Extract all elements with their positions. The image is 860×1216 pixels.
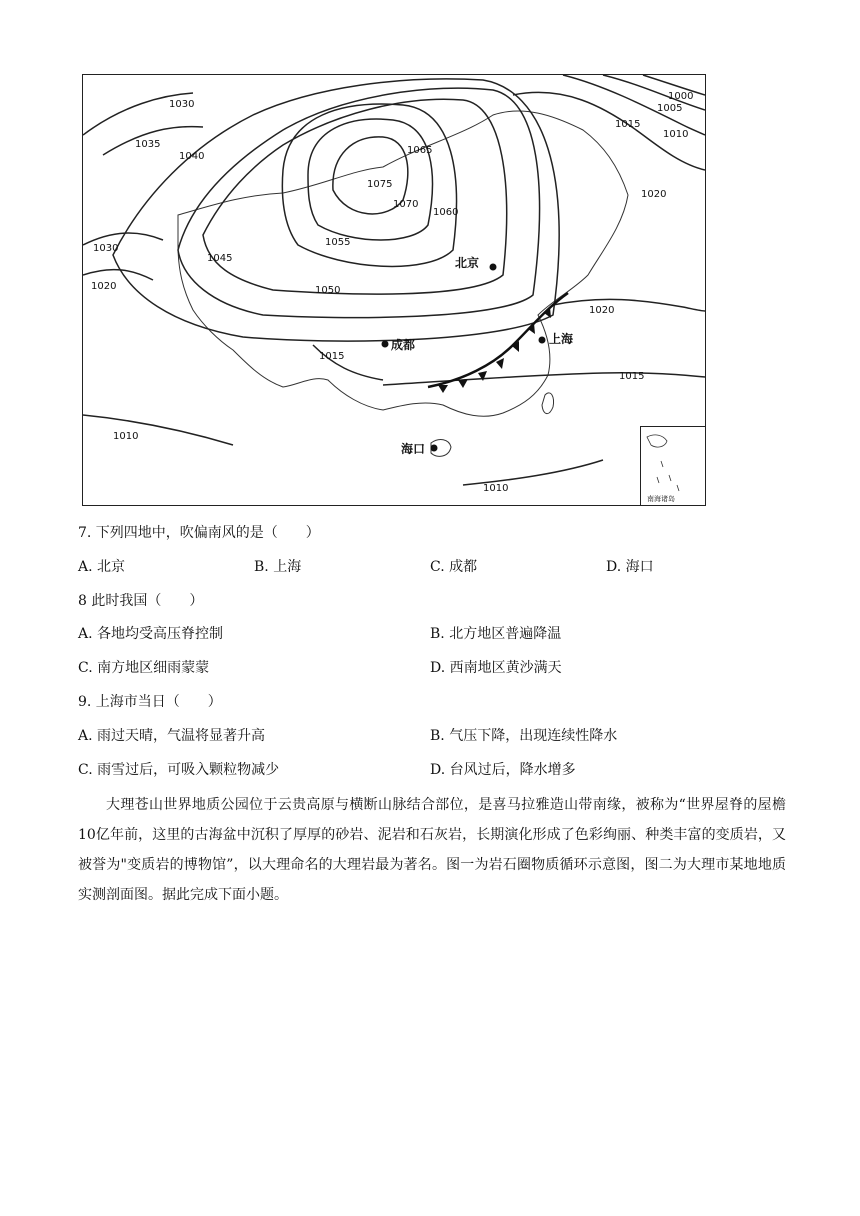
svg-text:1075: 1075 bbox=[367, 179, 393, 190]
haikou-dot bbox=[431, 445, 438, 452]
weather-map bbox=[82, 74, 706, 506]
question-9-option-a: A. 雨过天晴，气温将显著升高 bbox=[78, 728, 266, 744]
question-9-option-b: B. 气压下降，出现连续性降水 bbox=[430, 728, 618, 744]
question-7-option-a: A. 北京 bbox=[78, 559, 126, 575]
svg-text:1005: 1005 bbox=[657, 103, 683, 114]
question-8-option-a: A. 各地均受高压脊控制 bbox=[78, 626, 224, 642]
chengdu-dot bbox=[382, 341, 389, 348]
svg-text:1010: 1010 bbox=[663, 129, 689, 140]
question-7-option-d: D. 海口 bbox=[606, 559, 654, 575]
svg-text:1030: 1030 bbox=[169, 99, 195, 110]
question-7-option-b: B. 上海 bbox=[254, 559, 302, 575]
city-shanghai: 上海 bbox=[549, 332, 574, 346]
svg-text:1055: 1055 bbox=[325, 237, 351, 248]
city-chengdu: 成都 bbox=[391, 338, 416, 352]
question-7-stem: 7. 下列四地中，吹偏南风的是（ ） bbox=[78, 525, 320, 541]
svg-text:1050: 1050 bbox=[315, 285, 341, 296]
svg-text:1045: 1045 bbox=[207, 253, 233, 264]
svg-text:1015: 1015 bbox=[615, 119, 641, 130]
isobar-map-drawing bbox=[83, 75, 705, 505]
shanghai-dot bbox=[539, 337, 546, 344]
svg-text:1010: 1010 bbox=[113, 431, 139, 442]
question-9-stem: 9. 上海市当日（ ） bbox=[78, 694, 222, 710]
question-8-option-c: C. 南方地区细雨蒙蒙 bbox=[78, 660, 210, 676]
svg-text:1065: 1065 bbox=[407, 145, 433, 156]
city-haikou: 海口 bbox=[401, 442, 426, 456]
svg-text:1060: 1060 bbox=[433, 207, 459, 218]
taiwan-island bbox=[542, 393, 554, 414]
svg-text:1010: 1010 bbox=[483, 483, 509, 494]
question-9-option-c: C. 雨雪过后，可吸入颗粒物减少 bbox=[78, 762, 280, 778]
south-china-sea-inset bbox=[640, 426, 705, 505]
inset-label: 南海诸岛 bbox=[647, 495, 675, 503]
question-8-stem: 8 此时我国（ ） bbox=[78, 593, 204, 609]
svg-text:1015: 1015 bbox=[319, 351, 345, 362]
beijing-dot bbox=[490, 264, 497, 271]
svg-text:1020: 1020 bbox=[91, 281, 117, 292]
question-9-option-d: D. 台风过后，降水增多 bbox=[430, 762, 576, 778]
svg-text:1070: 1070 bbox=[393, 199, 419, 210]
reading-passage: 大理苍山世界地质公园位于云贵高原与横断山脉结合部位，是喜马拉雅造山带南缘，被称为“世界屋脊的屋檐10亿年前，这里的古海盆中沉积了厚厚的砂岩、泥岩和石灰岩，长期演化形成了色彩绚丽、种类丰富的变质岩，又被誉为"变质岩的博物馆”，以大理命名的大理岩最为著名。图一为岩石圈物质循环示意图，图二为大理市某地地质实测剖面图。据此完成下面小题。 bbox=[78, 797, 786, 903]
svg-text:1000: 1000 bbox=[668, 91, 694, 102]
svg-text:1015: 1015 bbox=[619, 371, 645, 382]
question-8-option-d: D. 西南地区黄沙满天 bbox=[430, 660, 562, 676]
question-7-option-c: C. 成都 bbox=[430, 559, 478, 575]
svg-text:1020: 1020 bbox=[589, 305, 615, 316]
svg-text:1020: 1020 bbox=[641, 189, 667, 200]
city-beijing: 北京 bbox=[455, 256, 480, 270]
question-8-option-b: B. 北方地区普遍降温 bbox=[430, 626, 562, 642]
svg-text:1035: 1035 bbox=[135, 139, 161, 150]
svg-text:1030: 1030 bbox=[93, 243, 119, 254]
svg-text:1040: 1040 bbox=[179, 151, 205, 162]
